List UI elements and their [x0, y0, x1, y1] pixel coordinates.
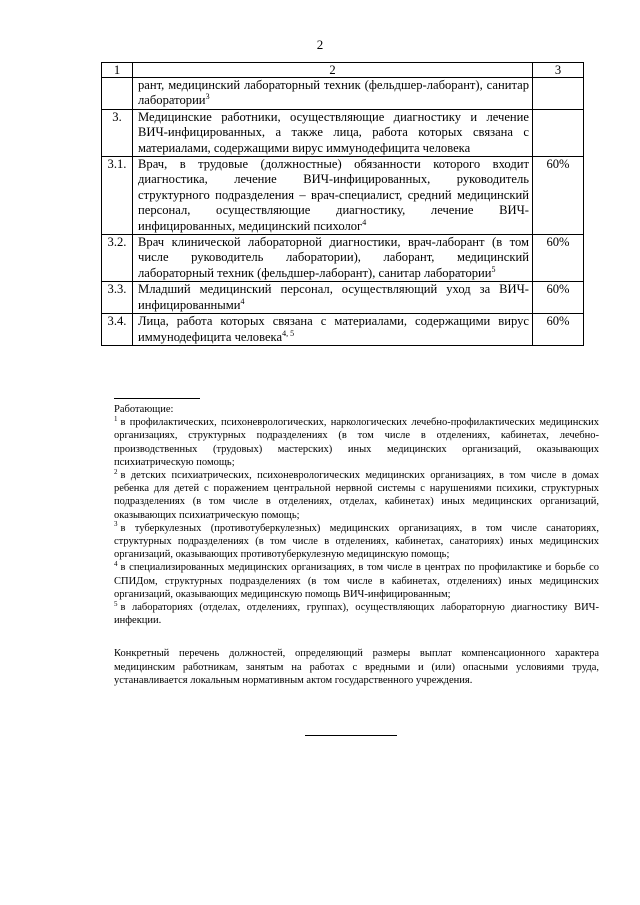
header-col-3: 3 [533, 63, 584, 78]
footnote-text: в туберкулезных (противотуберкулезных) медицинских организациях, в том числе санаториях, структурных подразделениях (в том числе в отделениях, кабинетах, санаториях) иных медицинских организаций, оказывающих противотуберкулезную медицинскую помощь; [114, 522, 599, 561]
header-col-1: 1 [102, 63, 133, 78]
footnote-ref: 4, 5 [282, 328, 295, 338]
row-value: 60% [533, 235, 584, 282]
footnote-text: в детских психиатрических, психоневрологических медицинских организациях, в том числе в домах ребенка для детей с поражением центральной нервной системы с нарушениями психики, структурных подразделениях (в том числе в отделениях, отделах, кабинетах) иных медицинских организаций, оказывающих психиатрическую помощь; [114, 470, 599, 521]
footnote-text: в специализированных медицинских организациях, в том числе в центрах по профилактике и борьбе со СПИДом, структурных подразделениях (в том числе в кабинетах, отделениях) иных медицинских организаций, оказывающих медицинскую помощь ВИЧ-инфицированным; [114, 562, 599, 600]
footnote-mark: 1 [114, 414, 118, 423]
row-value [533, 78, 584, 110]
row-value: 60% [533, 314, 584, 346]
footnote-mark: 2 [114, 467, 118, 476]
footnote-ref: 4 [240, 296, 245, 306]
row-value [533, 109, 584, 156]
row-text: рант, медицинский лабораторный техник (фельдшер-лаборант), санитар лаборатории$^3$ [133, 78, 533, 110]
footnote-item [114, 601, 599, 627]
footnote-mark: 4 [114, 559, 118, 568]
table-row [102, 235, 584, 282]
footnotes-heading: Работающие: [114, 404, 174, 415]
footnote-ref: 3 [205, 92, 210, 102]
row-number: 3.1. [102, 157, 133, 235]
footnote-item [114, 561, 599, 601]
table-row [102, 282, 584, 314]
footnote-item [114, 522, 599, 562]
row-number: 3.4. [102, 314, 133, 346]
table-header-row [102, 63, 584, 78]
footnote-ref: 5 [491, 264, 496, 274]
footnote-item [114, 469, 599, 522]
row-text: Лица, работа которых связана с материалами, содержащими вирус иммунодефицита человека$^{4, 5}$ [133, 314, 533, 346]
footnote-list [114, 416, 599, 627]
allowance-table [101, 62, 584, 346]
header-col-2: 2 [133, 63, 533, 78]
row-number: 3.2. [102, 235, 133, 282]
table-row [102, 314, 584, 346]
footnote-item [114, 416, 599, 469]
footnote-mark: 5 [114, 599, 118, 608]
row-text: Врач, в трудовые (должностные) обязанности которого входит диагностика, лечение ВИЧ-инфицированных, руководитель структурного подразделения – врач-специалист, средний медицинский персонал, осуществляющие диагностику, лечение ВИЧ-инфицированных, медицинский психолог$^4$ [133, 157, 533, 235]
end-of-document-line [305, 735, 397, 736]
footnote-mark: 3 [114, 520, 118, 529]
table-row [102, 78, 584, 110]
page-number: 2 [316, 37, 324, 52]
footnote-ref: 4 [362, 217, 367, 227]
row-number: 3. [102, 109, 133, 156]
footnote-separator [114, 398, 200, 399]
table-row [102, 157, 584, 235]
footnotes [114, 403, 599, 627]
row-text: Медицинские работники, осуществляющие диагностику и лечение ВИЧ-инфицированных, а также лица, работа которых связана с материалами, содержащими вирус иммунодефицита человека [133, 109, 533, 156]
row-number [102, 78, 133, 110]
row-value: 60% [533, 157, 584, 235]
row-text: Врач клинической лабораторной диагностики, врач-лаборант (в том числе руководитель лаборатории), лаборант, медицинский лабораторный техник (фельдшер-лаборант), санитар лаборатории$^5$ [133, 235, 533, 282]
footnote-text: в профилактических, психоневрологических, наркологических лечебно-профилактических медицинских организациях, структурных подразделениях (в том числе в отделениях, кабинетах, лечебно-производственных (трудовых) мастерских) иных медицинских организаций, оказывающих психиатрическую помощь; [114, 417, 599, 468]
table-row [102, 109, 584, 156]
row-number: 3.3. [102, 282, 133, 314]
concluding-paragraph: Конкретный перечень должностей, определяющий размеры выплат компенсационного характера медицинским работникам, занятым на работах с вредными и (или) опасными условиями труда, устанавливается локальным нормативным актом государственного учреждения. [114, 648, 599, 686]
row-text: Младший медицинский персонал, осуществляющий уход за ВИЧ-инфицированными$^4$ [133, 282, 533, 314]
footnote-text: в лабораториях (отделах, отделениях, группах), осуществляющих лабораторную диагностику ВИЧ-инфекции. [114, 602, 599, 627]
row-value: 60% [533, 282, 584, 314]
